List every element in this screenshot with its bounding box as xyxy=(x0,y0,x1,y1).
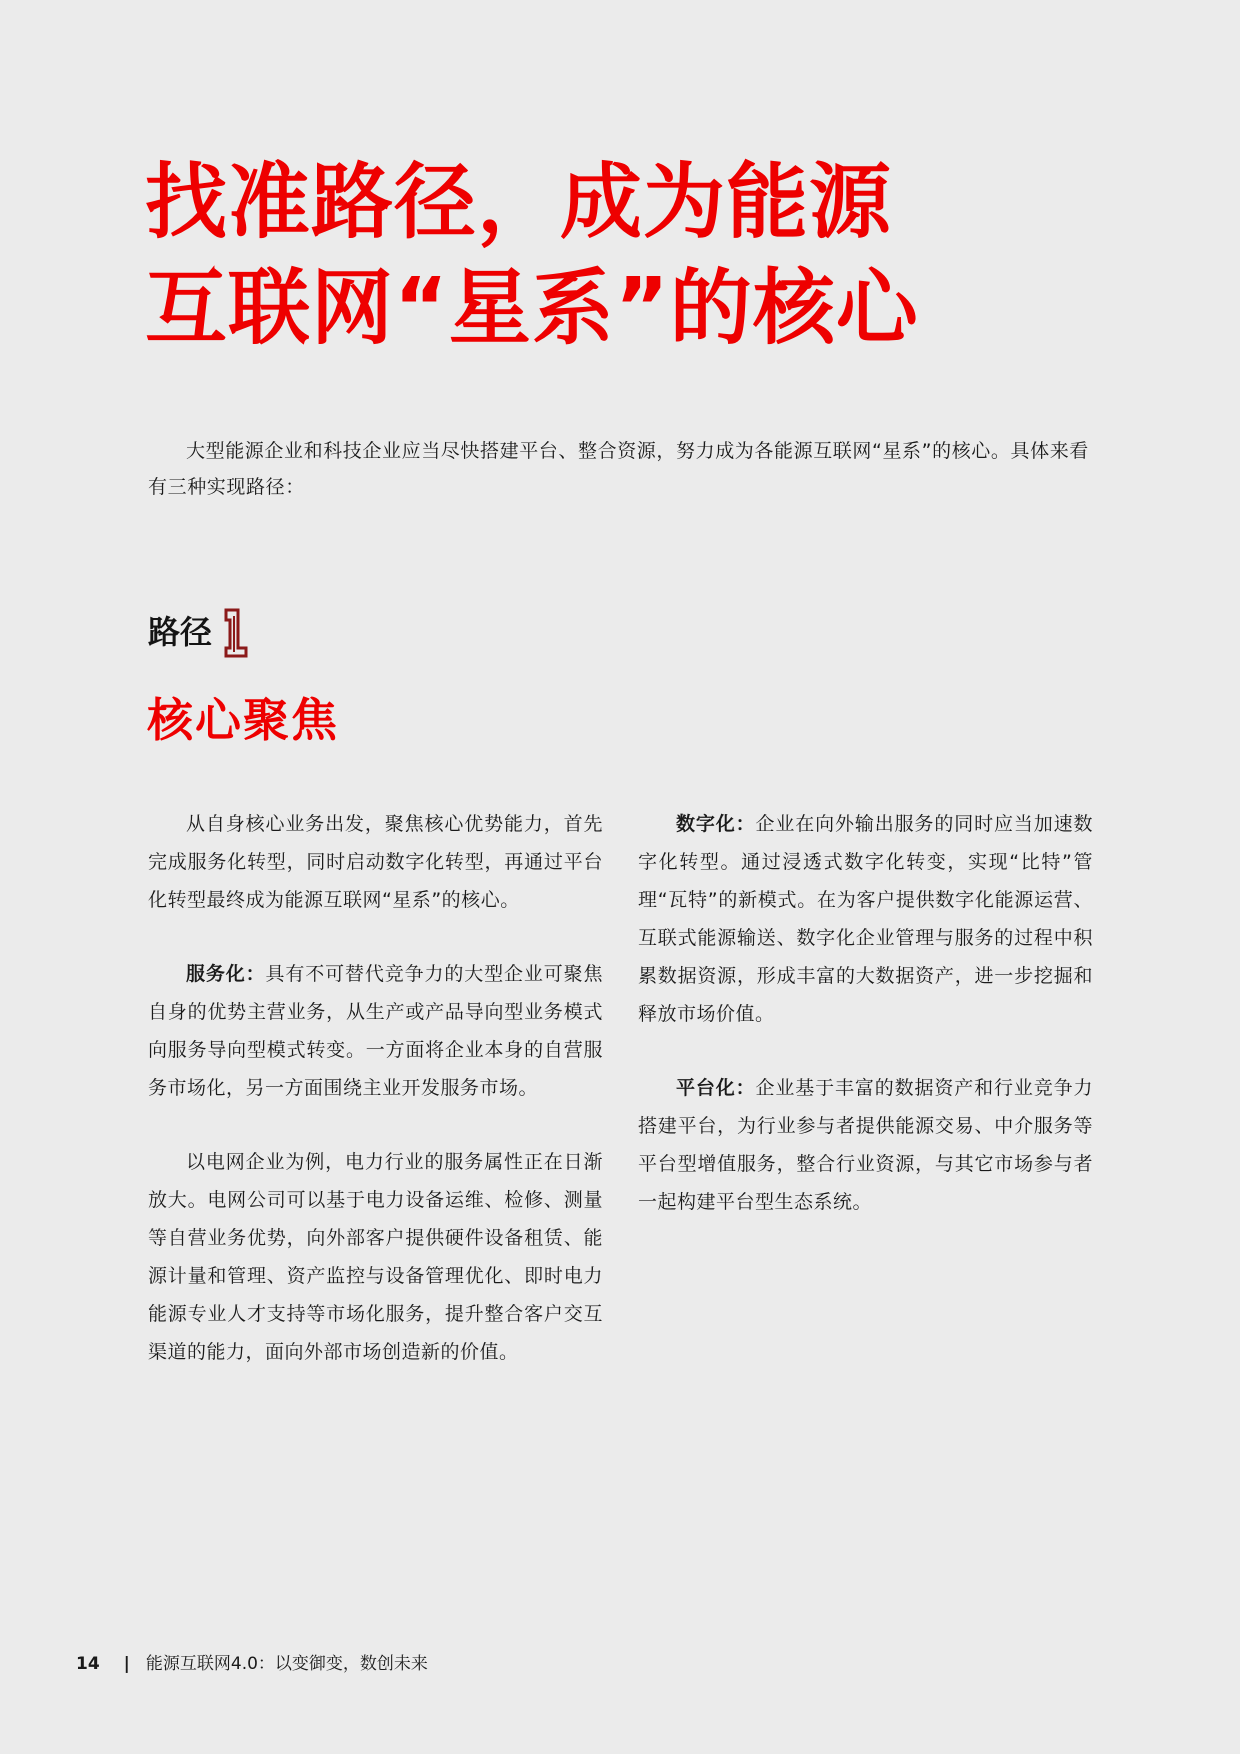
left-column xyxy=(148,805,603,1407)
servitization-label: 服务化： xyxy=(186,963,266,985)
page-title-line-2: 互联网“星系”的核心 xyxy=(145,261,919,356)
right-paragraph-1 xyxy=(638,805,1093,1033)
digitalization-label: 数字化： xyxy=(676,813,756,835)
page-title-line-1: 找准路径，成为能源 xyxy=(145,155,893,250)
footer-separator: | xyxy=(123,1654,130,1674)
intro-paragraph: 大型能源企业和科技企业应当尽快搭建平台、整合资源，努力成为各能源互联网“星系”的核心。具体来看有三种实现路径： xyxy=(148,440,1089,498)
digitalization-text: 企业在向外输出服务的同时应当加速数字化转型。通过浸透式数字化转变，实现“比特”管理“瓦特”的新模式。在为客户提供数字化能源运营、互联式能源输送、数字化企业管理与服务的过程中积累数据资源，形成丰富的大数据资产，进一步挖掘和释放市场价值。 xyxy=(638,813,1093,1025)
platformization-label: 平台化： xyxy=(676,1077,756,1099)
right-column xyxy=(638,805,1093,1257)
path-label-word: 路径 xyxy=(148,613,213,651)
servitization-text: 具有不可替代竞争力的大型企业可聚焦自身的优势主营业务，从生产或产品导向型业务模式向服务导向型模式转变。一方面将企业本身的自营服务市场化，另一方面围绕主业开发服务市场。 xyxy=(148,963,603,1099)
path-number: 1 xyxy=(220,608,221,609)
publication-title: 能源互联网4.0：以变御变，数创未来 xyxy=(145,1654,428,1674)
left-paragraph-2 xyxy=(148,955,603,1107)
path-number-one-icon xyxy=(220,608,250,658)
page-footer xyxy=(76,1652,428,1676)
page-title xyxy=(145,150,1145,362)
left-paragraph-3: 以电网企业为例，电力行业的服务属性正在日渐放大。电网公司可以基于电力设备运维、检修、测量等自营业务优势，向外部客户提供硬件设备租赁、能源计量和管理、资产监控与设备管理优化、即时电力能源专业人才支持等市场化服务，提升整合客户交互渠道的能力，面向外部市场创造新的价值。 xyxy=(148,1151,603,1363)
page-number: 14 xyxy=(76,1654,100,1674)
left-paragraph-1: 从自身核心业务出发，聚焦核心优势能力，首先完成服务化转型，同时启动数字化转型，再通过平台化转型最终成为能源互联网“星系”的核心。 xyxy=(148,813,603,911)
path-title: 核心聚焦 xyxy=(147,693,339,747)
path-label xyxy=(148,608,250,652)
right-paragraph-2 xyxy=(638,1069,1093,1221)
platformization-text: 企业基于丰富的数据资产和行业竞争力搭建平台，为行业参与者提供能源交易、中介服务等平台型增值服务，整合行业资源，与其它市场参与者一起构建平台型生态系统。 xyxy=(638,1077,1093,1213)
